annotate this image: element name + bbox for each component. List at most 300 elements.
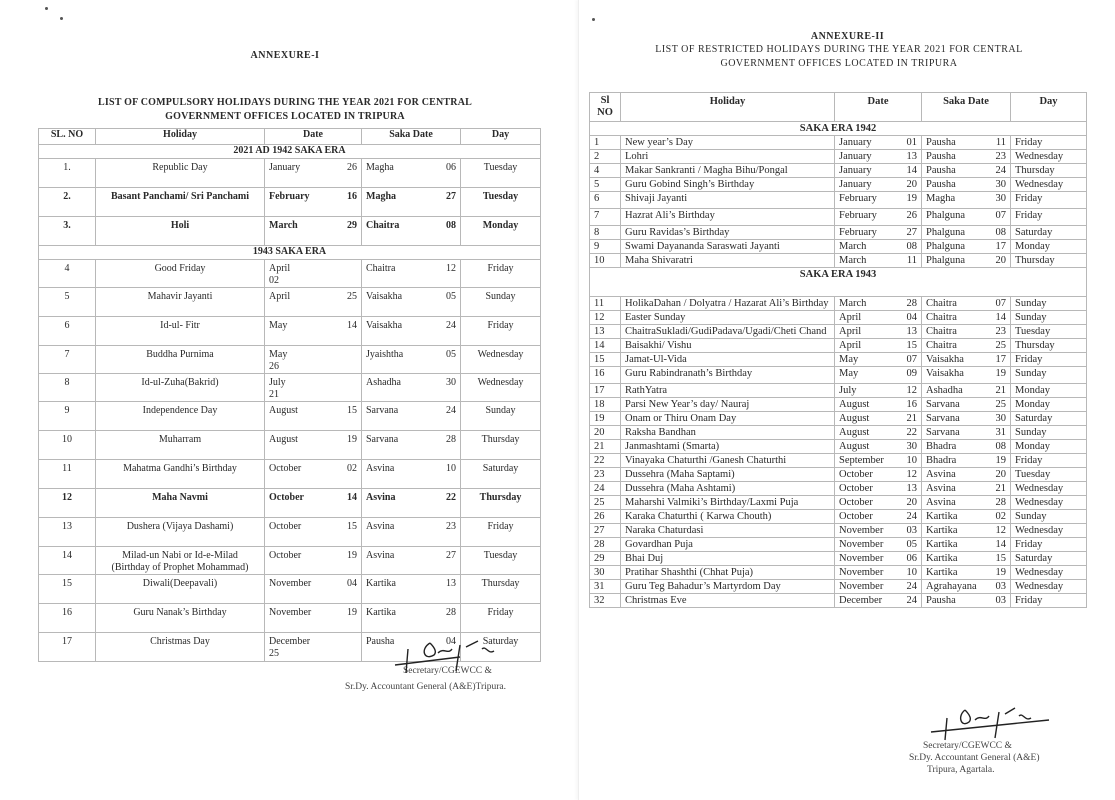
date-cell-content [269,162,357,173]
holiday-cell [96,489,265,518]
day-cell: Saturday [1011,412,1087,426]
saka-date-cell-day-num: 13 [446,578,456,589]
date-cell-day-num: 26 [269,361,279,372]
table-row [39,547,541,575]
date-cell-month: October [839,483,873,494]
saka-date-cell [922,510,1011,524]
date-cell-content [839,353,917,366]
saka-date-cell [922,580,1011,594]
era-label: SAKA ERA 1943 [590,268,1087,297]
holiday-cell: Guru Rabindranath’s Birthday [621,367,835,384]
saka-date-cell-day-num: 08 [995,441,1006,452]
date-cell-content [269,263,357,287]
holiday-name: Holi [170,220,190,231]
saka-date-cell-month: Sarvana [926,427,960,438]
holiday-cell [96,604,265,633]
saka-date-cell-month: Asvina [366,521,395,532]
sl-no-cell: 4 [39,260,96,288]
saka-date-cell [922,254,1011,268]
date-cell [835,339,922,353]
day-cell: Wednesday [1011,178,1087,192]
date-cell-day-num: 07 [906,354,917,365]
table-row [590,412,1087,426]
title-line-1: LIST OF RESTRICTED HOLIDAYS DURING THE YEAR 2021 FOR CENTRAL [655,44,1023,55]
saka-date-cell-month: Chaitra [926,326,957,337]
date-cell-day-num: 26 [906,210,917,221]
holiday-name: Diwali(Deepavali) [142,578,218,589]
table-row [39,402,541,431]
day-cell: Sunday [461,402,541,431]
saka-date-cell-month: Asvina [366,463,395,474]
sl-no-cell: 13 [39,518,96,547]
saka-date-cell-day-num: 28 [446,434,456,445]
holiday-cell: Onam or Thiru Onam Day [621,412,835,426]
saka-date-cell-content [926,580,1006,593]
date-cell-content [839,297,917,310]
title-line-2: GOVERNMENT OFFICES LOCATED IN TRIPURA [165,111,405,122]
saka-date-cell-content [366,434,456,445]
date-cell-day-num: 19 [906,193,917,204]
saka-date-cell-month: Phalguna [926,210,966,221]
table-row [39,260,541,288]
date-cell-day-num: 30 [906,441,917,452]
saka-date-cell-content [366,607,456,618]
saka-date-cell-month: Pausha [366,636,395,647]
saka-date-cell-month: Asvina [366,550,395,561]
date-cell-month: October [839,497,873,508]
holiday-cell: Shivaji Jayanti [621,192,835,209]
date-cell-day-num: 14 [347,492,357,503]
saka-date-cell-month: Vaisakha [926,368,964,379]
saka-date-cell-content [926,136,1006,149]
sl-no-cell: 22 [590,454,621,468]
holiday-cell: Christmas Eve [621,594,835,608]
date-cell-month: January [269,162,301,173]
date-cell-content [839,440,917,453]
signature-scribble-icon [390,635,540,675]
sl-no-cell: 26 [590,510,621,524]
saka-date-cell [922,454,1011,468]
date-cell-content [269,492,357,503]
saka-date-cell-content [366,405,456,416]
saka-date-cell-content [926,226,1006,239]
day-cell: Wednesday [1011,524,1087,538]
date-cell [265,402,362,431]
saka-date-cell [362,575,461,604]
sl-no-cell: 5 [590,178,621,192]
day-cell: Friday [1011,209,1087,226]
saka-date-cell-day-num: 04 [446,636,456,647]
table-row [590,552,1087,566]
date-cell-day-num: 19 [347,434,357,445]
sl-no-cell: 2 [590,150,621,164]
day-cell: Friday [461,518,541,547]
date-cell-day-num: 20 [906,497,917,508]
date-cell [835,150,922,164]
date-cell-content [839,209,917,222]
day-cell: Thursday [1011,254,1087,268]
date-cell [835,311,922,325]
day-cell: Thursday [461,431,541,460]
table-row [39,575,541,604]
date-cell-content [839,367,917,380]
saka-date-cell-content [366,349,456,360]
date-cell-content [269,377,357,401]
holiday-cell [96,518,265,547]
saka-date-cell-day-num: 31 [995,427,1006,438]
header-sl-no [590,93,621,122]
date-cell-month: April [839,326,862,337]
saka-date-cell [362,374,461,402]
saka-date-cell-content [926,367,1006,380]
header-sl-no: SL. NO [39,129,96,145]
date-cell-content [839,482,917,495]
date-cell [835,254,922,268]
saka-date-cell-day-num: 17 [995,241,1006,252]
saka-date-cell-month: Kartika [366,607,396,618]
header-day: Day [461,129,541,145]
date-cell-month: October [269,463,302,474]
date-cell-day-num: 25 [269,648,279,659]
saka-date-cell [922,566,1011,580]
saka-date-cell-content [926,538,1006,551]
table-row [590,398,1087,412]
header-no: NO [597,107,613,118]
date-cell [835,136,922,150]
saka-date-cell-day-num: 30 [995,179,1006,190]
annexure-2-page [578,0,1115,800]
table-row [39,460,541,489]
day-cell: Monday [1011,384,1087,398]
saka-date-cell-month: Chaitra [366,263,396,274]
holiday-cell: Makar Sankranti / Magha Bihu/Pongal [621,164,835,178]
date-cell-content [839,552,917,565]
sl-no-cell: 18 [590,398,621,412]
date-cell [835,226,922,240]
saka-date-cell-day-num: 07 [995,210,1006,221]
saka-date-cell-month: Phalguna [926,227,966,238]
saka-date-cell-content [926,594,1006,607]
table-row [590,594,1087,608]
era-label: 1943 SAKA ERA [39,246,541,260]
date-cell [265,288,362,317]
date-cell [835,178,922,192]
saka-date-cell-content [926,482,1006,495]
date-cell-day-num: 01 [906,137,917,148]
saka-date-cell-month: Agrahayana [926,581,977,592]
saka-date-cell-content [926,325,1006,338]
table-row [590,192,1087,209]
holiday-cell [96,217,265,246]
date-cell [265,547,362,575]
day-cell: Wednesday [1011,496,1087,510]
day-cell: Saturday [461,460,541,489]
date-cell [835,412,922,426]
saka-date-cell-content [926,426,1006,439]
sl-no-cell: 24 [590,482,621,496]
table-row [39,518,541,547]
date-cell [835,510,922,524]
table-row [590,384,1087,398]
saka-date-cell-month: Vaisakha [366,320,403,331]
date-cell-day-num: 04 [906,312,917,323]
date-cell-month: January [839,165,872,176]
signature-title-2: Sr.Dy. Accountant General (A&E)Tripura. [345,682,507,692]
date-cell-month: August [839,399,870,410]
sl-no-cell: 29 [590,552,621,566]
saka-date-cell-month: Asvina [926,483,956,494]
day-cell: Thursday [1011,339,1087,353]
table-row [39,317,541,346]
date-cell [265,188,362,217]
day-cell: Tuesday [461,547,541,575]
saka-date-cell [922,440,1011,454]
saka-date-cell-day-num: 12 [446,263,456,274]
saka-date-cell-content [926,150,1006,163]
sl-no-cell: 12 [590,311,621,325]
saka-date-cell-day-num: 03 [995,595,1006,606]
date-cell-month: April [269,263,291,274]
day-cell: Saturday [1011,552,1087,566]
saka-date-cell [922,339,1011,353]
saka-date-cell [922,353,1011,367]
date-cell-month: November [839,553,884,564]
day-cell: Monday [1011,440,1087,454]
date-cell [265,460,362,489]
saka-date-cell-day-num: 23 [446,521,456,532]
date-cell-content [269,291,357,302]
table-row [590,311,1087,325]
annexure-1-title: ANNEXURE-I [250,50,320,61]
sl-no-cell: 32 [590,594,621,608]
sl-no-cell: 10 [590,254,621,268]
date-cell-content [839,566,917,579]
holiday-name: Dushera (Vijaya Dashami) [126,521,234,532]
table-row [39,217,541,246]
date-cell [265,346,362,374]
date-cell-day-num: 16 [906,399,917,410]
saka-date-cell-month: Magha [366,191,396,202]
saka-date-cell-month: Kartika [926,539,958,550]
holiday-name: Republic Day [152,162,208,173]
compulsory-holidays-body [39,145,541,662]
date-cell [265,575,362,604]
date-cell-day-num: 13 [906,151,917,162]
date-cell [835,240,922,254]
saka-date-cell-day-num: 19 [995,368,1006,379]
date-cell-month: February [839,193,877,204]
day-cell: Friday [1011,136,1087,150]
day-cell: Sunday [1011,311,1087,325]
saka-date-cell [922,150,1011,164]
saka-date-cell-day-num: 11 [995,137,1006,148]
saka-date-cell-content [926,552,1006,565]
saka-date-cell-day-num: 19 [995,567,1006,578]
table-row [590,226,1087,240]
saka-date-cell [362,460,461,489]
saka-date-cell-day-num: 08 [446,220,456,231]
date-cell-day-num: 24 [906,511,917,522]
holiday-cell: Raksha Bandhan [621,426,835,440]
holiday-cell: Maha Shivaratri [621,254,835,268]
saka-date-cell-month: Ashadha [926,385,963,396]
holiday-name: Independence Day [142,405,218,416]
date-cell-month: March [839,298,867,309]
table-row [590,209,1087,226]
date-cell-day-num: 27 [906,227,917,238]
sl-no-cell: 17 [590,384,621,398]
saka-date-cell [362,217,461,246]
table-row [39,604,541,633]
sl-no-cell: 23 [590,468,621,482]
date-cell-month: March [839,241,867,252]
day-cell: Wednesday [1011,150,1087,164]
date-cell-content [839,311,917,324]
date-cell-month: May [269,349,288,360]
date-cell-month: February [269,191,310,202]
saka-date-cell [922,594,1011,608]
table-header-row [39,129,541,145]
date-cell [835,552,922,566]
sl-no-cell: 17 [39,633,96,662]
day-cell: Wednesday [1011,566,1087,580]
date-cell [835,468,922,482]
saka-date-cell-day-num: 17 [995,354,1006,365]
date-cell-month: August [839,441,870,452]
holiday-cell: ChaitraSukladi/GudiPadava/Ugadi/Cheti Chand [621,325,835,339]
date-cell-day-num: 03 [906,525,917,536]
day-cell: Friday [1011,538,1087,552]
date-cell [835,209,922,226]
date-cell-content [269,550,357,561]
table-row [590,297,1087,311]
saka-date-cell-content [366,162,456,173]
saka-date-cell-day-num: 27 [446,191,456,202]
saka-date-cell-content [926,353,1006,366]
date-cell [265,518,362,547]
date-cell-content [269,349,357,373]
date-cell-month: April [839,340,862,351]
saka-date-cell [362,288,461,317]
compulsory-holidays-title [30,96,540,124]
date-cell-content [839,226,917,239]
date-cell [835,594,922,608]
restricted-holidays-body [590,122,1087,608]
date-cell-day-num: 02 [347,463,357,474]
date-cell-day-num: 19 [347,550,357,561]
sl-no-cell: 2. [39,188,96,217]
saka-date-cell-content [926,510,1006,523]
table-row [590,353,1087,367]
saka-date-cell-content [926,454,1006,467]
sl-no-cell: 5 [39,288,96,317]
date-cell-day-num: 21 [269,389,279,400]
date-cell-month: August [269,434,298,445]
date-cell-day-num: 26 [347,162,357,173]
saka-date-cell-day-num: 05 [446,349,456,360]
holiday-cell [96,346,265,374]
sl-no-cell: 8 [590,226,621,240]
table-row [590,325,1087,339]
saka-date-cell-month: Asvina [366,492,396,503]
holiday-name: Id-ul-Zuha(Bakrid) [141,377,219,388]
holiday-cell [96,402,265,431]
sl-no-cell: 15 [590,353,621,367]
saka-date-cell-month: Vaisakha [926,354,964,365]
date-cell-content [839,454,917,467]
saka-date-cell-day-num: 21 [995,483,1006,494]
date-cell-day-num: 09 [906,368,917,379]
saka-date-cell-day-num: 14 [995,312,1006,323]
signature-scribble-icon [929,704,1069,744]
saka-date-cell [922,178,1011,192]
date-cell-month: November [269,607,312,618]
holiday-cell: RathYatra [621,384,835,398]
holiday-cell: Bhai Duj [621,552,835,566]
date-cell [265,604,362,633]
date-cell-month: May [839,354,859,365]
date-cell-month: August [839,413,870,424]
sl-no-cell: 25 [590,496,621,510]
saka-date-cell-content [926,440,1006,453]
date-cell-day-num: 20 [906,179,917,190]
saka-date-cell-month: Pausha [926,151,956,162]
saka-date-cell [922,384,1011,398]
sl-no-cell: 9 [39,402,96,431]
date-cell-month: April [269,291,291,302]
era-row [590,268,1087,297]
holiday-cell [96,374,265,402]
holiday-cell: Baisakhi/ Vishu [621,339,835,353]
restricted-holidays-table [589,92,1087,608]
holiday-cell: Dussehra (Maha Ashtami) [621,482,835,496]
date-cell-day-num: 11 [906,255,917,266]
date-cell-day-num: 24 [906,595,917,606]
date-cell [265,633,362,662]
sl-no-cell: 11 [39,460,96,489]
day-cell: Tuesday [461,188,541,217]
saka-date-cell-month: Pausha [926,595,956,606]
date-cell-content [839,325,917,338]
holiday-name: Good Friday [154,263,206,274]
holiday-name: Basant Panchami/ Sri Panchami [110,191,250,202]
saka-date-cell [922,426,1011,440]
sl-no-cell: 7 [39,346,96,374]
saka-date-cell [922,412,1011,426]
saka-date-cell-month: Kartika [926,553,958,564]
saka-date-cell-content [366,550,456,561]
saka-date-cell [922,240,1011,254]
saka-date-cell-day-num: 19 [995,455,1006,466]
saka-date-cell-day-num: 28 [446,607,456,618]
saka-date-cell-month: Sarvana [366,434,399,445]
holiday-cell [96,188,265,217]
table-row [39,288,541,317]
date-cell-day-num: 22 [906,427,917,438]
saka-date-cell [922,398,1011,412]
table-row [590,468,1087,482]
saka-date-cell-month: Phalguna [926,255,966,266]
saka-date-cell [922,209,1011,226]
date-cell-content [269,521,357,532]
table-row [590,367,1087,384]
table-row [39,159,541,188]
header-saka-date: Saka Date [922,93,1011,122]
table-header-row [590,93,1087,122]
sl-no-cell: 1 [590,136,621,150]
scan-speck [45,7,48,10]
table-row [590,254,1087,268]
